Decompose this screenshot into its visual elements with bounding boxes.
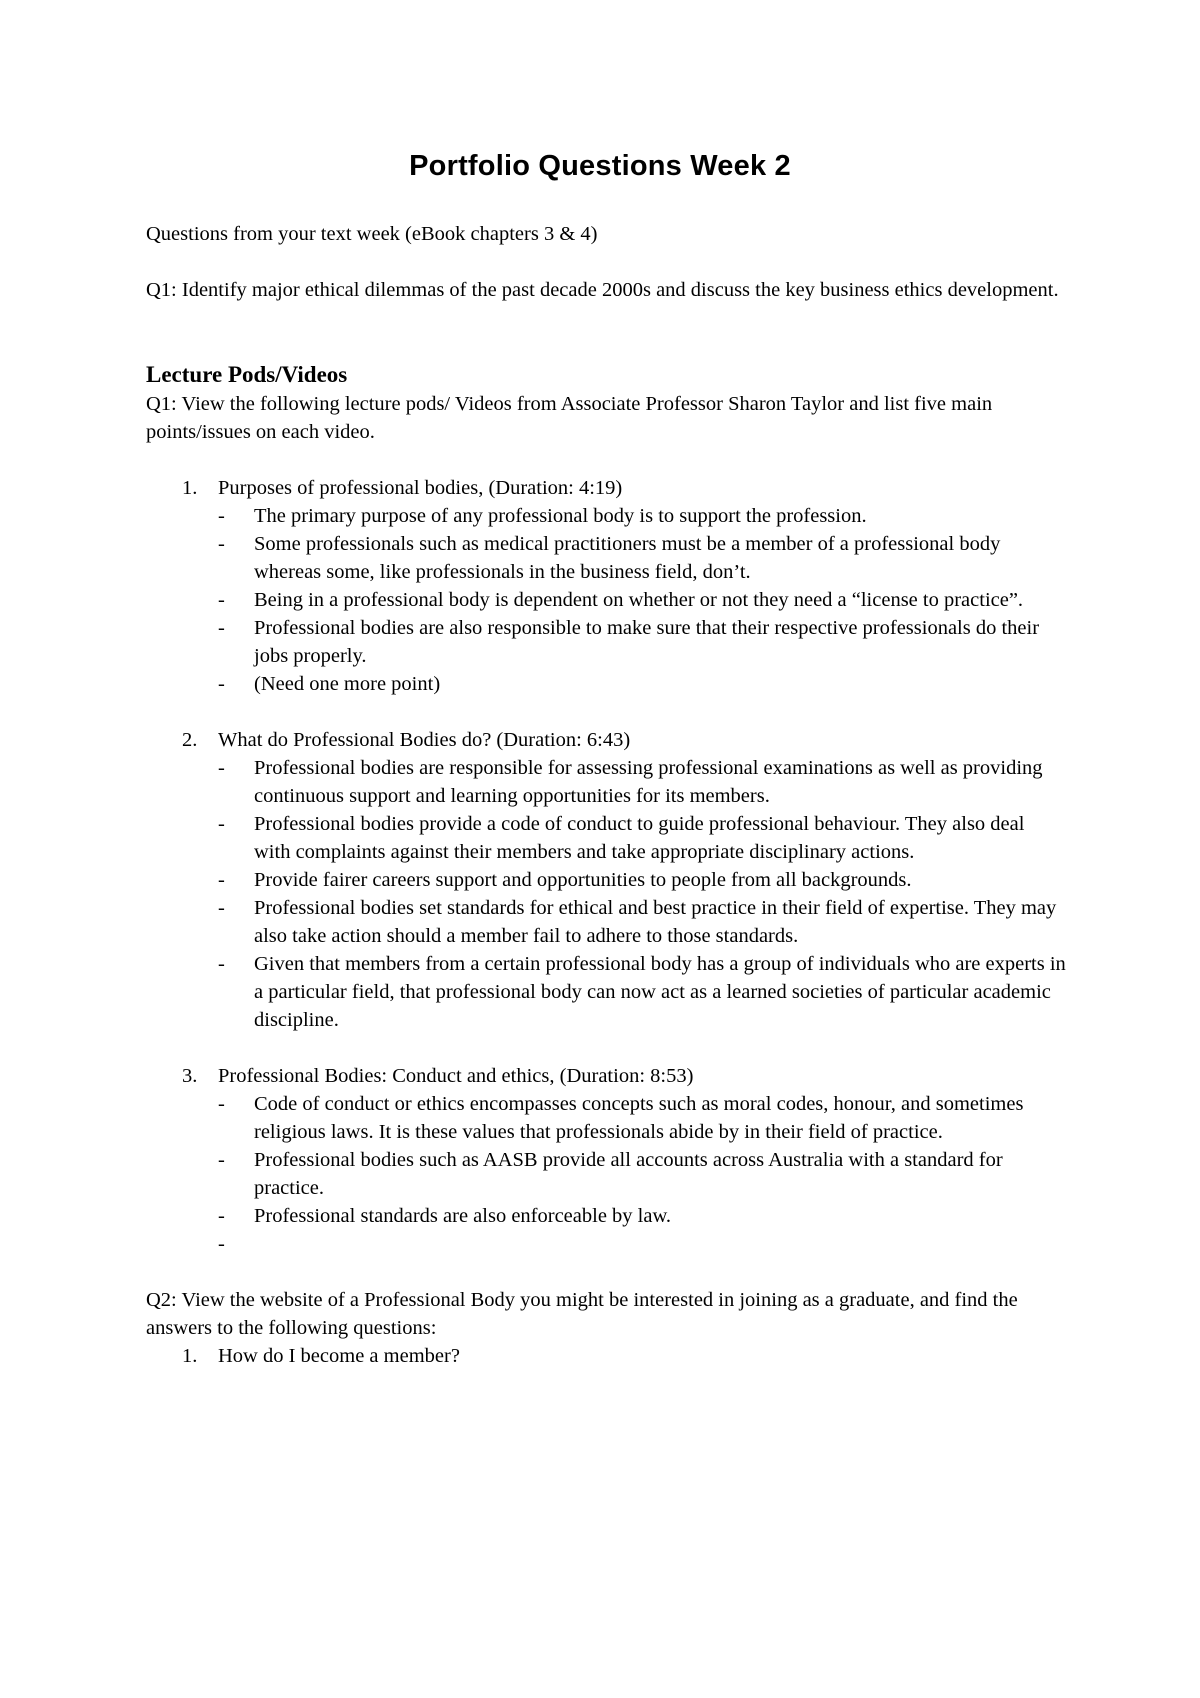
section-heading: Lecture Pods/Videos (146, 362, 348, 387)
dash-bullet: - (218, 1233, 225, 1255)
point-text: Provide fairer careers support and opportunities to people from all backgrounds. (254, 869, 912, 891)
point-item (218, 670, 1066, 698)
point-text: Being in a professional body is dependent on whether or not they need a “license to practice”. (254, 589, 1024, 611)
point-text: Some professionals such as medical practitioners must be a member of a professional body whereas some, like professionals in the business field, don’t. (254, 533, 1001, 583)
dash-bullet: - (218, 953, 225, 975)
point-text: Professional bodies are responsible for assessing professional examinations as well as providing continuous support and learning opportunities for its members. (254, 757, 1043, 807)
point-text (254, 1233, 259, 1255)
video-item (146, 474, 1066, 698)
dash-bullet: - (218, 1093, 225, 1115)
video-item (146, 1062, 1066, 1258)
point-text: Given that members from a certain professional body has a group of individuals who are experts in a particular field, that professional body can now act as a learned societies of particular academic discipline. (254, 953, 1066, 1031)
question-2-list (146, 1342, 1066, 1370)
point-text: Professional bodies such as AASB provide all accounts across Australia with a standard for practice. (254, 1149, 1003, 1199)
dash-bullet: - (218, 617, 225, 639)
lecture-question-1: Q1: View the following lecture pods/ Videos from Associate Professor Sharon Taylor and list five main points/issues on each video. (146, 393, 993, 443)
dash-bullet: - (218, 533, 225, 555)
point-item (218, 754, 1066, 810)
question-2-text: Q2: View the website of a Professional Body you might be interested in joining as a graduate, and find the answers to the following questions: (146, 1289, 1018, 1339)
question-1-text: Q1: Identify major ethical dilemmas of the past decade 2000s and discuss the key business ethics development. (146, 279, 1059, 301)
video-number: 2. (182, 729, 198, 751)
point-item (218, 586, 1066, 614)
intro-text: Questions from your text week (eBook chapters 3 & 4) (146, 223, 598, 245)
point-item (218, 530, 1066, 586)
video-title: Professional Bodies: Conduct and ethics, (Duration: 8:53) (218, 1065, 694, 1087)
video-item (146, 726, 1066, 1034)
point-text: Professional standards are also enforceable by law. (254, 1205, 672, 1227)
video-number: 3. (182, 1065, 198, 1087)
point-item (218, 866, 1066, 894)
video-list (146, 474, 1066, 1258)
dash-bullet: - (218, 589, 225, 611)
dash-bullet: - (218, 897, 225, 919)
dash-bullet: - (218, 813, 225, 835)
point-text: Professional bodies set standards for ethical and best practice in their field of expertise. They may also take action should a member fail to adhere to those standards. (254, 897, 1057, 947)
point-text: Professional bodies provide a code of conduct to guide professional behaviour. They also deal with complaints against their members and take appropriate disciplinary actions. (254, 813, 1025, 863)
point-list (218, 1090, 1066, 1258)
video-number: 1. (182, 477, 198, 499)
point-text: The primary purpose of any professional body is to support the profession. (254, 505, 867, 527)
video-title: Purposes of professional bodies, (Duration: 4:19) (218, 477, 623, 499)
dash-bullet: - (218, 673, 225, 695)
point-text: Professional bodies are also responsible to make sure that their respective professionals do their jobs properly. (254, 617, 1040, 667)
point-list (218, 754, 1066, 1034)
document-body (146, 220, 1066, 1370)
point-text: Code of conduct or ethics encompasses concepts such as moral codes, honour, and sometimes religious laws. It is these values that professionals abide by in their field of practice. (254, 1093, 1024, 1143)
dash-bullet: - (218, 1149, 225, 1171)
video-title: What do Professional Bodies do? (Duration: 6:43) (218, 729, 631, 751)
point-item (218, 614, 1066, 670)
point-item (218, 950, 1066, 1034)
question-2-item-text: How do I become a member? (218, 1345, 460, 1367)
point-item (218, 1090, 1066, 1146)
question-2-number: 1. (182, 1345, 198, 1367)
point-item (218, 894, 1066, 950)
dash-bullet: - (218, 757, 225, 779)
point-item (218, 1202, 1066, 1230)
point-item (218, 810, 1066, 866)
dash-bullet: - (218, 505, 225, 527)
point-list (218, 502, 1066, 698)
point-item (218, 1146, 1066, 1202)
page-title: Portfolio Questions Week 2 (409, 150, 791, 182)
point-item (218, 502, 1066, 530)
point-item (218, 1230, 1066, 1258)
dash-bullet: - (218, 1205, 225, 1227)
dash-bullet: - (218, 869, 225, 891)
point-text: (Need one more point) (254, 673, 441, 695)
question-2-item (146, 1342, 1066, 1370)
